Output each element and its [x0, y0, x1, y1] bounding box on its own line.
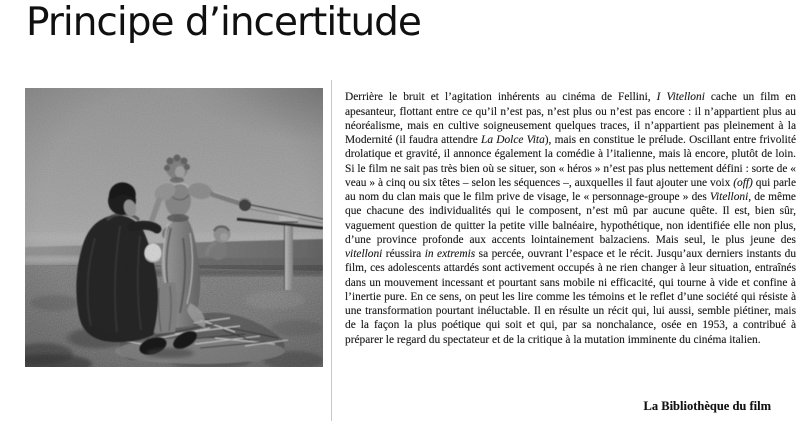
article-text: Derrière le bruit et l’agitation inhérents au cinéma de Fellini, I Vitelloni cache un film en apesanteur, flottant entre ce qu’il n’est pas, n’est plus ou n’est pas encore : il n’appartient plus au néoréalisme, mais en cultive soigneusement quelques traces, il n’appartient pas pleinement à la Modernité (il faudra attendre La Dolce Vita), mais en constitue le prélude. Oscillant entre frivolité drolatique et gravité, il annonce également la comédie à l’italienne, mais là encore, plutôt de loin. Si le film ne sait pas très bien où se situer, son « héros » n’est pas plus nettement défini : sorte de « veau » à cinq ou six têtes – selon les séquences –, auxquelles il faut ajouter une voix (off) qui parle au nom du clan mais que le film prive de visage, le « personnage-groupe » des Vitelloni, de même que chacune des individualités qui le composent, n’est mû par aucune quête. Il est, bien sûr, vaguement question de quitter la petite ville balnéaire, hypothétique, non identifiée elle non plus, d’une province profonde aux accents lointainement balzaciens. Mais seul, le plus jeune des vitelloni réussira in extremis sa percée, ouvrant l’espace et le récit. Jusqu’aux derniers instants du film, ces adolescents attardés sont activement occupés à ne rien changer à leur situation, entraînés dans un mouvement incessant et pourtant sans mobile ni efficacité, qui tourne à vide et confine à l’inertie pure. En ce sens, on peut les lire comme les témoins et le reflet d’une société qui résiste à une transformation pourtant inéluctable. Il en résulte un récit qui, lui aussi, semble piétiner, mais de la façon la plus poétique qui soit et qui, par sa nonchalance, osée en 1953, a contribué à préparer le regard du spectateur et de la critique à la mutation imminente du cinéma italien. [345, 91, 797, 346]
film-grain [25, 88, 323, 367]
film-still-photo [25, 88, 323, 367]
page-title: Principe d’incertitude [26, 0, 421, 45]
vertical-divider [331, 80, 332, 421]
attribution: La Bibliothèque du film [643, 399, 771, 413]
film-still-canvas [25, 88, 323, 367]
